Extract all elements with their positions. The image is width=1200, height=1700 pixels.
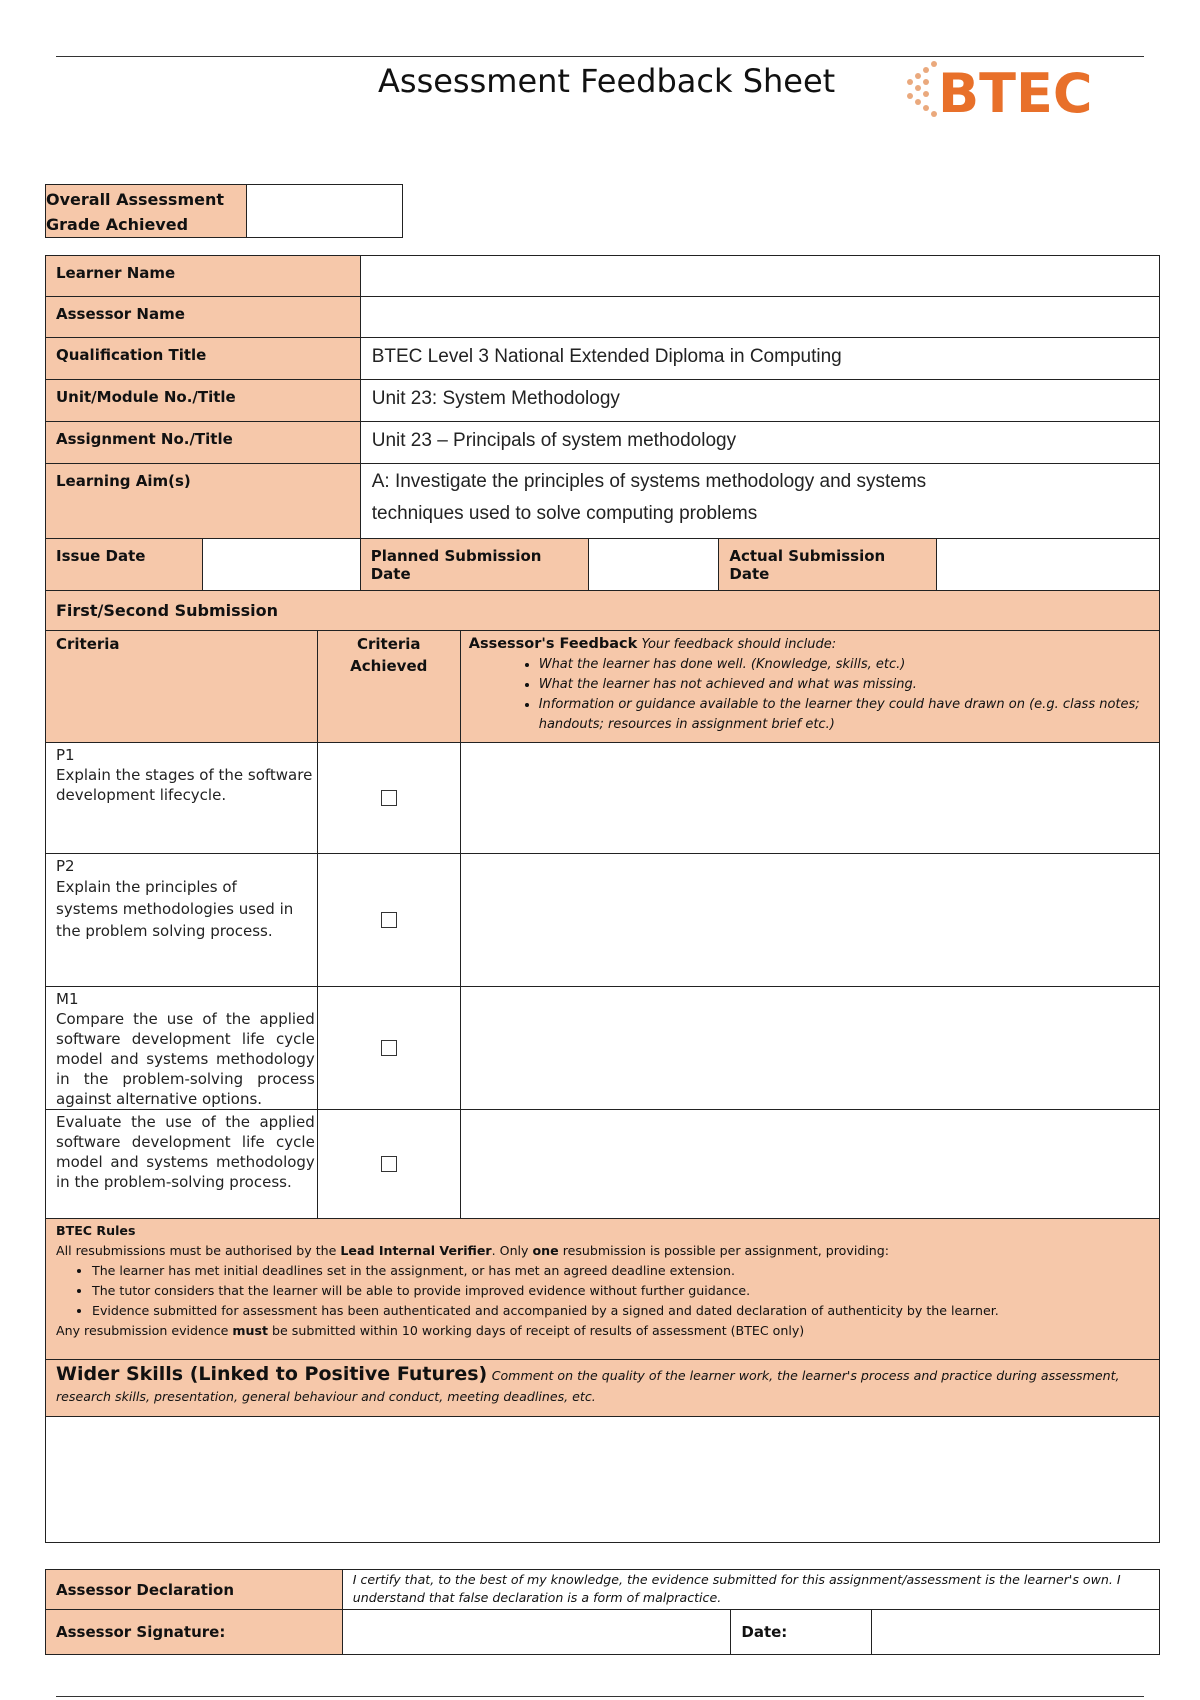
feedback-cell[interactable] xyxy=(460,743,1159,854)
criteria-cell: M1 Compare the use of the applied software development life cycle model and systems methodology in the problem-solving process against alternative options. xyxy=(46,987,318,1110)
criteria-header: Criteria xyxy=(46,631,318,743)
planned-submission-field[interactable] xyxy=(588,539,719,592)
qualification-label: Qualification Title xyxy=(46,338,361,380)
assessor-signature-label: Assessor Signature: xyxy=(46,1610,343,1655)
learner-name-label: Learner Name xyxy=(46,256,361,297)
criteria-cell: P1 Explain the stages of the software development lifecycle. xyxy=(46,743,318,854)
submission-table xyxy=(45,590,1160,1543)
actual-submission-label: Actual Submission Date xyxy=(719,539,937,592)
qualification-value: BTEC Level 3 National Extended Diploma in Computing xyxy=(360,338,1159,380)
feedback-cell[interactable] xyxy=(460,1110,1159,1219)
date-label: Date: xyxy=(731,1610,872,1655)
criteria-achieved-cell xyxy=(317,854,460,987)
feedback-guidance-item: • What the learner has done well. (Knowledge, skills, etc.) xyxy=(539,655,1151,675)
wider-skills-title: Wider Skills (Linked to Positive Futures) xyxy=(56,1363,488,1385)
wider-skills-comment: Comment on the quality of the learner work, the learner's process and practice during assessment, research skills, presentation, general behaviour and conduct, meeting deadlines, etc. xyxy=(56,1368,1120,1404)
details-table xyxy=(45,255,1160,592)
learning-aims-value: A: Investigate the principles of systems methodology and systems techniques used to solve computing problems xyxy=(360,464,1159,539)
date-field[interactable] xyxy=(872,1610,1160,1655)
criteria-achieved-cell xyxy=(317,987,460,1110)
btec-rule-item: • The tutor considers that the learner will be able to provide improved evidence without further guidance. xyxy=(92,1281,1149,1301)
planned-submission-label: Planned Submission Date xyxy=(360,539,588,592)
overall-grade-label: Overall Assessment Grade Achieved xyxy=(46,185,247,238)
assessor-feedback-header: Assessor's Feedback Your feedback should include: • What the learner has done well. (Knowledge, skills, etc.) • What the learner has not achieved and what was missing. • Information or guidance available to the learner they could have drawn on (e.g. class notes; handouts; resources in assignment brief etc.) xyxy=(460,631,1159,743)
btec-rules-intro: All resubmissions must be authorised by the Lead Internal Verifier. Only one resubmission is possible per assignment, providing: xyxy=(56,1243,890,1258)
criteria-achieved-checkbox[interactable] xyxy=(381,1040,397,1056)
overall-grade-table xyxy=(45,184,403,238)
criteria-achieved-header: Criteria Achieved xyxy=(317,631,460,743)
submission-heading: First/Second Submission xyxy=(46,591,1160,631)
criteria-achieved-checkbox[interactable] xyxy=(381,790,397,806)
issue-date-label: Issue Date xyxy=(46,539,203,592)
page-title: Assessment Feedback Sheet xyxy=(378,62,836,100)
feedback-guidance-item: • What the learner has not achieved and what was missing. xyxy=(539,675,1151,695)
btec-rule-item: • Evidence submitted for assessment has been authenticated and accompanied by a signed and dated declaration of authenticity by the learner. xyxy=(92,1301,1149,1321)
btec-rules-footer: Any resubmission evidence must be submitted within 10 working days of receipt of results of assessment (BTEC only) xyxy=(56,1323,805,1338)
learning-aims-label: Learning Aim(s) xyxy=(46,464,361,539)
assessor-signature-field[interactable] xyxy=(342,1610,731,1655)
declaration-table xyxy=(45,1569,1160,1655)
unit-value: Unit 23: System Methodology xyxy=(360,380,1159,422)
assessor-declaration-label: Assessor Declaration xyxy=(46,1570,343,1610)
criteria-cell: P2 Explain the principles of systems methodologies used in the problem solving process. xyxy=(46,854,318,987)
bottom-rule xyxy=(56,1696,1144,1697)
feedback-cell[interactable] xyxy=(460,854,1159,987)
criteria-achieved-checkbox[interactable] xyxy=(381,1156,397,1172)
assignment-value: Unit 23 – Principals of system methodology xyxy=(360,422,1159,464)
wider-skills-comment-field[interactable] xyxy=(46,1417,1160,1543)
btec-rule-item: • The learner has met initial deadlines set in the assignment, or has met an agreed deadline extension. xyxy=(92,1261,1149,1281)
criteria-achieved-cell xyxy=(317,1110,460,1219)
assessor-name-label: Assessor Name xyxy=(46,297,361,338)
btec-rules-heading: BTEC Rules xyxy=(56,1223,136,1238)
assessor-name-field[interactable] xyxy=(360,297,1159,338)
learner-name-field[interactable] xyxy=(360,256,1159,297)
wider-skills-header xyxy=(46,1360,1160,1417)
logo-text: BTEC xyxy=(938,62,1093,125)
issue-date-field[interactable] xyxy=(202,539,360,592)
btec-rules-list xyxy=(56,1261,1149,1321)
overall-grade-value[interactable] xyxy=(247,185,403,238)
feedback-cell[interactable] xyxy=(460,987,1159,1110)
btec-logo xyxy=(900,52,1100,130)
criteria-achieved-cell xyxy=(317,743,460,854)
criteria-row xyxy=(46,854,1160,987)
btec-rules xyxy=(46,1219,1160,1360)
feedback-guidance-list xyxy=(469,655,1151,735)
feedback-guidance-item: • Information or guidance available to the learner they could have drawn on (e.g. class notes; handouts; resources in assignment brief etc.) xyxy=(539,695,1151,735)
criteria-cell: Evaluate the use of the applied software development life cycle model and systems methodology in the problem-solving process. xyxy=(46,1110,318,1219)
criteria-achieved-checkbox[interactable] xyxy=(381,912,397,928)
assessor-declaration-text: I certify that, to the best of my knowledge, the evidence submitted for this assignment/assessment is the learner's own. I understand that false declaration is a form of malpractice. xyxy=(342,1570,1159,1610)
unit-label: Unit/Module No./Title xyxy=(46,380,361,422)
criteria-row xyxy=(46,1110,1160,1219)
criteria-row xyxy=(46,987,1160,1110)
assignment-label: Assignment No./Title xyxy=(46,422,361,464)
actual-submission-field[interactable] xyxy=(937,539,1160,592)
criteria-row xyxy=(46,743,1160,854)
